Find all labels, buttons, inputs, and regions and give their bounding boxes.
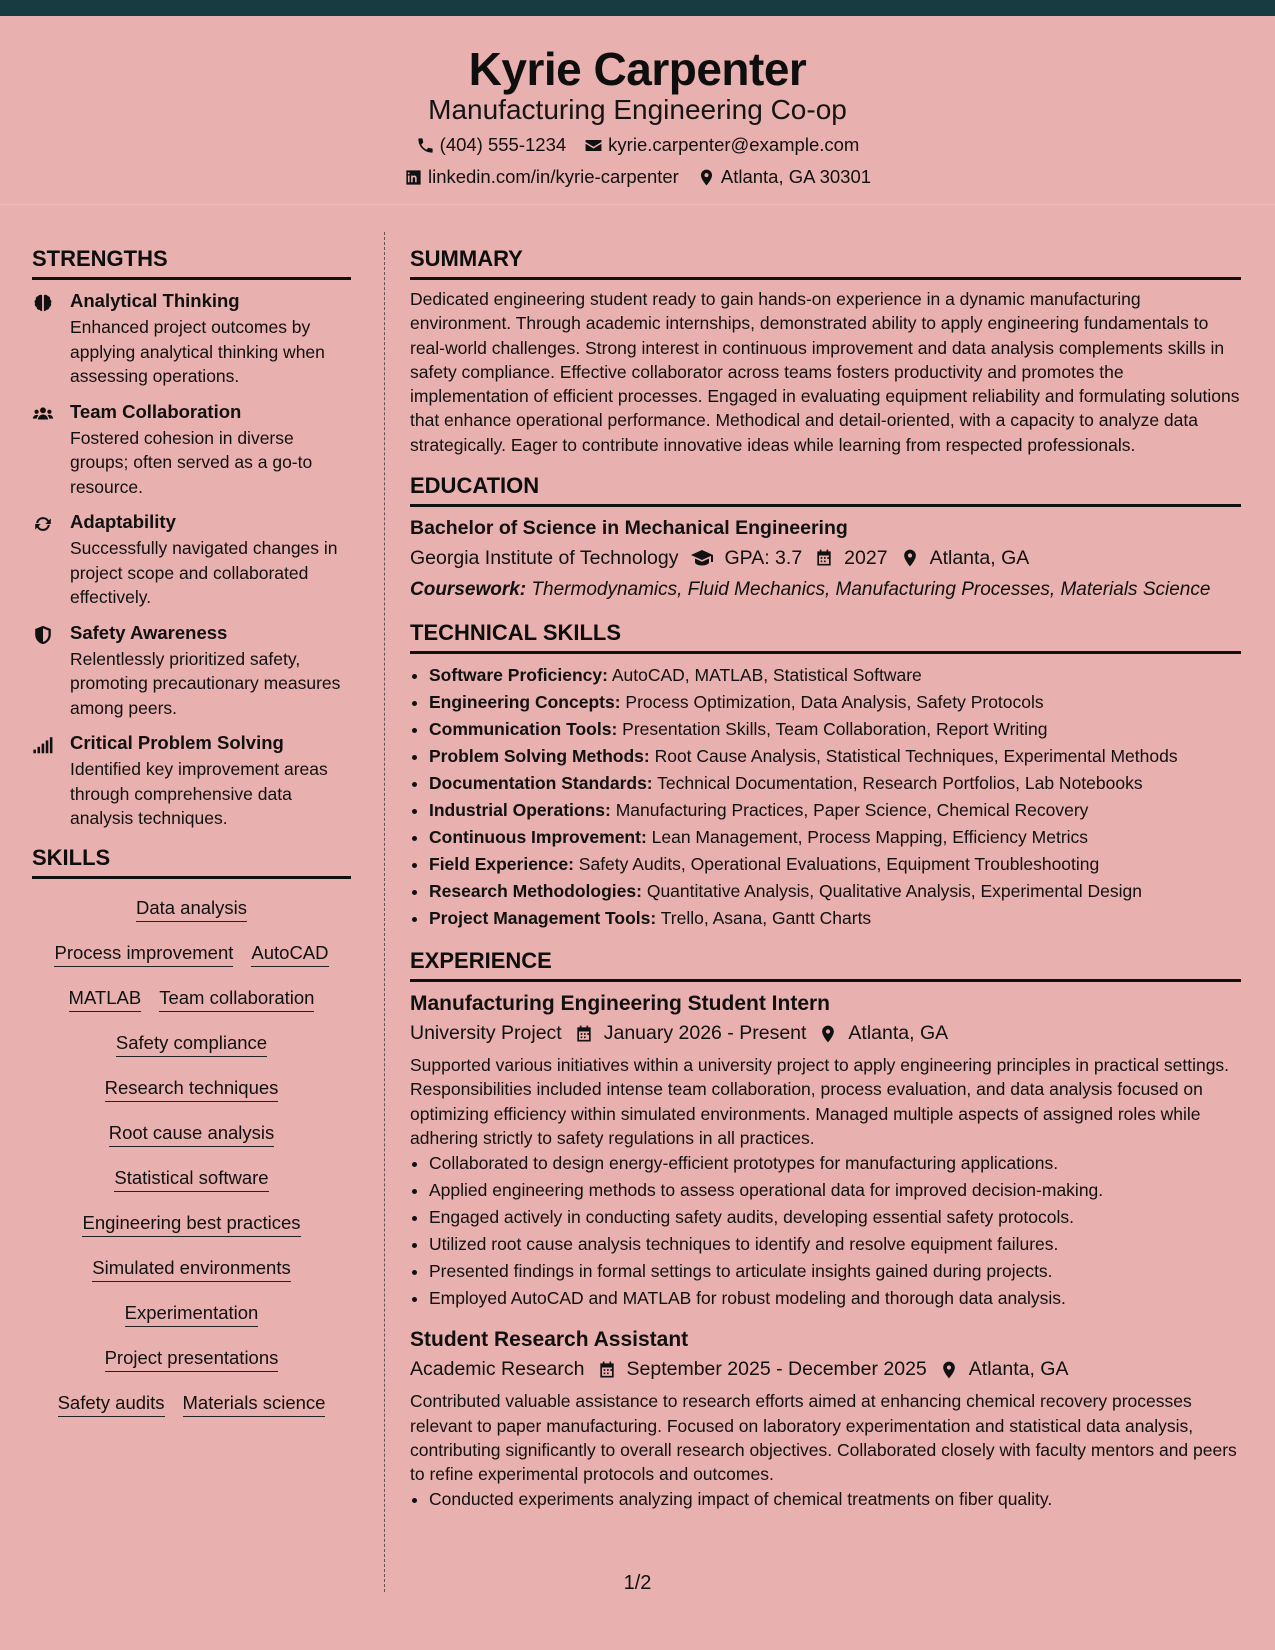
job-org: University Project: [410, 1022, 562, 1045]
map-pin-icon: [818, 1024, 838, 1044]
experience-entry: [410, 992, 1241, 1312]
contact-line-1: [0, 134, 1275, 156]
skill-row: [136, 889, 247, 934]
strength-item: [32, 732, 351, 831]
skill-tag: Engineering best practices: [82, 1212, 300, 1237]
tech-value: Technical Documentation, Research Portfolios, Lab Notebooks: [652, 773, 1143, 794]
school-name: Georgia Institute of Technology: [410, 546, 679, 569]
experience-entry: [410, 1328, 1241, 1513]
summary-heading: SUMMARY: [410, 246, 1241, 280]
strength-item: [32, 290, 351, 389]
strength-name: Adaptability: [70, 511, 176, 532]
tech-value: Manufacturing Practices, Paper Science, Chemical Recovery: [610, 800, 1089, 821]
skill-row: [82, 1204, 300, 1249]
tech-label: Project Management Tools:: [429, 908, 657, 929]
resume-header: [0, 16, 1275, 205]
tech-label: Documentation Standards:: [429, 773, 653, 794]
job-description: Contributed valuable assistance to research efforts aimed at enhancing chemical recovery processes relevant to paper manufacturing. Focused on laboratory experimentation and statistical data analysis, contributing significantly to overall research objectives. Collaborated closely with faculty mentors and peers to refine experimental protocols and outcomes.: [410, 1391, 1237, 1485]
phone-icon: [416, 136, 435, 155]
tech-value: Process Optimization, Data Analysis, Safety Protocols: [620, 692, 1044, 713]
skill-row: [116, 1024, 267, 1069]
email-text: kyrie.carpenter@example.com: [608, 134, 860, 155]
degree-title: Bachelor of Science in Mechanical Engineering: [410, 517, 848, 540]
skill-tag: Experimentation: [125, 1302, 259, 1327]
contact-email[interactable]: [584, 134, 859, 156]
list-item: [429, 851, 1241, 878]
strength-desc: Successfully navigated changes in project scope and collaborated effectively.: [70, 538, 338, 607]
skill-row: [125, 1294, 259, 1339]
tech-value: Trello, Asana, Gantt Charts: [656, 908, 872, 929]
envelope-icon: [584, 136, 603, 155]
strength-name: Critical Problem Solving: [70, 732, 284, 753]
job-dates: September 2025 - December 2025: [626, 1358, 927, 1381]
contact-phone[interactable]: [416, 134, 567, 156]
list-item: • Presented findings in formal settings to articulate insights gained during projects.: [429, 1258, 1241, 1285]
shield-icon: [32, 624, 54, 646]
tech-value: Lean Management, Process Mapping, Efficiency Metrics: [646, 827, 1089, 848]
tech-value: AutoCAD, MATLAB, Statistical Software: [607, 665, 922, 686]
graduation-year: 2027: [844, 546, 888, 569]
list-item: [429, 905, 1241, 932]
signal-icon: [32, 734, 54, 756]
list-item: • Conducted experiments analyzing impact of chemical treatments on fiber quality.: [429, 1486, 1241, 1513]
column-divider: [384, 232, 385, 1592]
job-description: Supported various initiatives within a university project to apply engineering principles in practical settings. Responsibilities included intense team collaboration, process evaluation, and data analysis focused on optimizing efficiency within simulated environments. Managed multiple aspects of assigned roles while adhering strictly to safety regulations in all practices.: [410, 1055, 1230, 1148]
skill-tag: Simulated environments: [92, 1257, 290, 1282]
tech-label: Engineering Concepts:: [429, 692, 621, 713]
map-pin-icon: [939, 1360, 959, 1380]
coursework-label: Coursework:: [410, 579, 527, 601]
education-location: Atlanta, GA: [929, 546, 1030, 569]
list-item: [429, 716, 1241, 743]
calendar-icon: [574, 1024, 594, 1044]
skill-tag: AutoCAD: [251, 942, 328, 967]
education-meta: [410, 546, 1241, 570]
sync-icon: [32, 513, 54, 535]
strength-desc: Relentlessly prioritized safety, promoting precautionary measures among peers.: [70, 648, 341, 718]
list-item: • Employed AutoCAD and MATLAB for robust modeling and thorough data analysis.: [429, 1285, 1241, 1312]
linkedin-text: linkedin.com/in/kyrie-carpenter: [427, 166, 679, 187]
phone-text: (404) 555-1234: [439, 134, 567, 155]
contact-line-2: [0, 166, 1275, 188]
job-location: Atlanta, GA: [848, 1022, 949, 1045]
coursework: [410, 578, 1241, 602]
tech-label: Communication Tools:: [429, 719, 618, 740]
education-heading: EDUCATION: [410, 473, 1241, 507]
graduation-cap-icon: [690, 546, 714, 570]
job-title: Manufacturing Engineering Student Intern: [410, 992, 830, 1016]
skill-tag: Root cause analysis: [109, 1122, 275, 1147]
job-bullets: [410, 1486, 1241, 1513]
list-item: [429, 797, 1241, 824]
technical-skills-heading: TECHNICAL SKILLS: [410, 620, 1241, 654]
list-item: [429, 824, 1241, 851]
list-item: [429, 662, 1241, 689]
job-meta: [410, 1022, 1241, 1045]
skill-row: [58, 1384, 326, 1429]
list-item: [429, 770, 1241, 797]
summary-text: Dedicated engineering student ready to gain hands-on experience in a dynamic manufacturing environment. Through academic internships, demonstrated ability to apply engineering fundamentals to real-world challenges. Strong interest in continuous improvement and data analysis complements skills in safety compliance. Effective collaborator across teams fosters productivity and promotes the implementation of efficient processes. Engaged in evaluating equipment reliability and formulating solutions that enhance operational performance. Methodical and detail-oriented, with a capacity to analyze data strategically. Eager to contribute innovative ideas while learning from respected professionals.: [410, 289, 1240, 455]
strength-desc: Fostered cohesion in diverse groups; often served as a go-to resource.: [70, 427, 313, 497]
top-accent-bar: [0, 0, 1275, 16]
skill-row: [114, 1159, 268, 1204]
map-pin-icon: [900, 548, 920, 568]
job-location: Atlanta, GA: [968, 1358, 1069, 1381]
skill-row: [54, 934, 328, 979]
tech-label: Software Proficiency:: [429, 665, 608, 686]
job-dates: January 2026 - Present: [603, 1022, 807, 1045]
brain-icon: [32, 292, 54, 314]
tech-value: Safety Audits, Operational Evaluations, Equipment Troubleshooting: [573, 854, 1100, 875]
strength-desc: Enhanced project outcomes by applying analytical thinking when assessing operations.: [70, 317, 325, 386]
list-item: • Applied engineering methods to assess operational data for improved decision-making.: [429, 1177, 1241, 1204]
skill-tag: Research techniques: [105, 1077, 279, 1102]
skill-tag: Statistical software: [114, 1167, 268, 1192]
skill-tag: Project presentations: [105, 1347, 279, 1372]
job-title: Student Research Assistant: [410, 1328, 689, 1352]
users-icon: [32, 403, 54, 425]
strength-item: [32, 401, 351, 500]
skill-tag: Safety audits: [58, 1392, 165, 1417]
candidate-title: Manufacturing Engineering Co-op: [428, 94, 847, 125]
tech-label: Industrial Operations:: [429, 800, 611, 821]
skills-list: [32, 889, 351, 1429]
skill-row: [69, 979, 315, 1024]
skills-heading: SKILLS: [32, 845, 351, 879]
strength-item: [32, 511, 351, 610]
right-column: [410, 246, 1241, 1529]
gpa-text: GPA: 3.7: [724, 546, 803, 569]
tech-label: Field Experience:: [429, 854, 574, 875]
list-item: • Utilized root cause analysis techniques to identify and resolve equipment failures.: [429, 1231, 1241, 1258]
calendar-icon: [597, 1360, 617, 1380]
candidate-name: Kyrie Carpenter: [468, 43, 807, 95]
skill-row: [105, 1339, 279, 1384]
strength-name: Team Collaboration: [70, 400, 242, 422]
strength-desc: Identified key improvement areas through comprehensive data analysis techniques.: [70, 759, 328, 828]
linkedin-icon: [404, 168, 423, 187]
contact-linkedin[interactable]: [404, 166, 679, 188]
tech-label: Problem Solving Methods:: [429, 746, 650, 767]
skill-tag: Materials science: [183, 1392, 326, 1417]
map-pin-icon: [697, 168, 716, 187]
strength-name: Safety Awareness: [70, 621, 228, 643]
skill-tag: Safety compliance: [116, 1032, 267, 1057]
list-item: [429, 689, 1241, 716]
job-meta: [410, 1358, 1241, 1381]
page-number: 1/2: [623, 1572, 652, 1594]
strength-item: [32, 622, 351, 721]
tech-label: Research Methodologies:: [429, 881, 642, 902]
strength-name: Analytical Thinking: [70, 290, 240, 311]
coursework-list: Thermodynamics, Fluid Mechanics, Manufacturing Processes, Materials Science: [526, 579, 1211, 601]
experience-heading: EXPERIENCE: [410, 948, 1241, 982]
tech-value: Presentation Skills, Team Collaboration, Report Writing: [617, 719, 1048, 740]
skill-tag: MATLAB: [69, 987, 142, 1012]
job-bullets: [410, 1150, 1241, 1312]
tech-label: Continuous Improvement:: [429, 827, 647, 848]
calendar-icon: [814, 548, 834, 568]
technical-skills-list: [410, 662, 1241, 932]
skill-tag: Team collaboration: [159, 987, 314, 1012]
skill-row: [105, 1069, 279, 1114]
skill-row: [92, 1249, 290, 1294]
tech-value: Root Cause Analysis, Statistical Techniques, Experimental Methods: [649, 746, 1178, 767]
list-item: • Collaborated to design energy-efficient prototypes for manufacturing applications.: [429, 1150, 1241, 1177]
job-org: Academic Research: [410, 1358, 585, 1381]
contact-location: [697, 166, 871, 188]
list-item: [429, 878, 1241, 905]
tech-value: Quantitative Analysis, Qualitative Analysis, Experimental Design: [641, 881, 1142, 902]
skill-tag: Data analysis: [136, 897, 247, 922]
list-item: [429, 743, 1241, 770]
skill-row: [109, 1114, 275, 1159]
location-text: Atlanta, GA 30301: [720, 166, 872, 187]
skill-tag: Process improvement: [54, 942, 233, 967]
left-column: [32, 246, 351, 1429]
strengths-heading: STRENGTHS: [32, 246, 351, 280]
list-item: • Engaged actively in conducting safety audits, developing essential safety protocols.: [429, 1204, 1241, 1231]
